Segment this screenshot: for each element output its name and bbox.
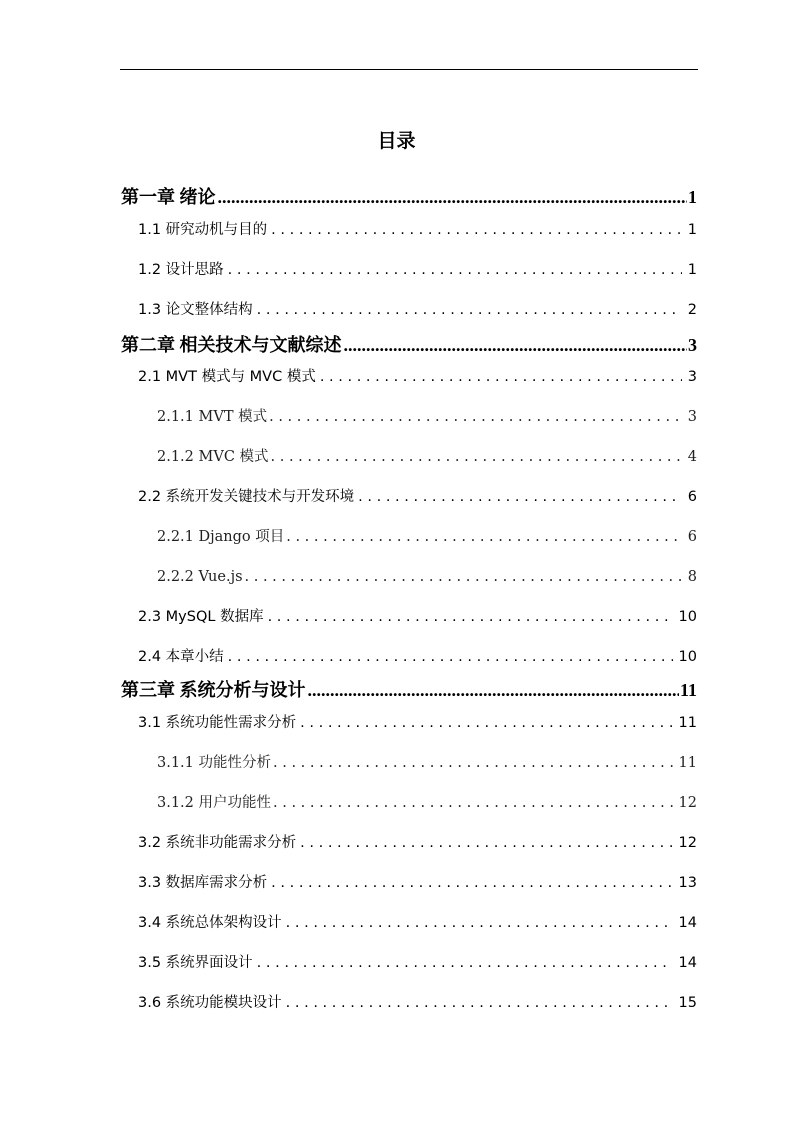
leader-dots [271, 872, 672, 894]
leader-dots [218, 185, 688, 209]
toc-entry-page: 14 [678, 955, 697, 971]
toc-entry-title: 3.1.2 用户功能性 [157, 795, 272, 811]
toc-entry[interactable] [157, 792, 697, 814]
toc-entry-page: 12 [678, 795, 697, 811]
leader-dots [273, 792, 675, 814]
toc-entry-page: 11 [678, 715, 697, 731]
leader-dots [228, 646, 673, 668]
toc-entry-title: 3.3 数据库需求分析 [138, 875, 268, 891]
leader-dots [268, 606, 673, 628]
leader-dots [273, 752, 675, 774]
toc-entry[interactable] [138, 259, 697, 281]
toc-entry[interactable] [138, 912, 697, 934]
toc-entry-title: 第三章 系统分析与设计 [121, 680, 306, 700]
leader-dots [271, 219, 682, 241]
toc-entry[interactable] [138, 299, 697, 321]
toc-entry[interactable] [138, 606, 697, 628]
toc-entry[interactable] [157, 526, 697, 548]
toc-entry-title: 3.6 系统功能模块设计 [138, 995, 282, 1011]
toc-entry-page: 10 [678, 609, 697, 625]
leader-dots [308, 678, 679, 702]
toc-entry[interactable] [138, 646, 697, 668]
toc-entry[interactable] [121, 333, 697, 357]
toc-entry-title: 2.1 MVT 模式与 MVC 模式 [138, 369, 316, 385]
leader-dots [271, 446, 684, 468]
leader-dots [300, 832, 672, 854]
toc-entry-title: 3.4 系统总体架构设计 [138, 915, 282, 931]
toc-entry-page: 2 [687, 302, 697, 318]
toc-entry-title: 1.3 论文整体结构 [138, 302, 253, 318]
toc-entry-title: 2.1.1 MVT 模式 [157, 409, 268, 425]
toc-entry-page: 13 [678, 875, 697, 891]
leader-dots [286, 912, 673, 934]
toc-entry-page: 6 [687, 489, 697, 505]
toc-entry-title: 1.1 研究动机与目的 [138, 222, 268, 238]
toc-entry-title: 3.1.1 功能性分析 [157, 755, 272, 771]
leader-dots [228, 259, 682, 281]
toc-entry[interactable] [138, 366, 697, 388]
leader-dots [257, 952, 673, 974]
toc-entry[interactable] [157, 406, 697, 428]
leader-dots [300, 712, 672, 734]
leader-dots [286, 992, 673, 1014]
toc-entry-title: 3.5 系统界面设计 [138, 955, 253, 971]
toc-entry[interactable] [138, 486, 697, 508]
toc-entry[interactable] [157, 566, 697, 588]
toc-entry[interactable] [138, 219, 697, 241]
leader-dots [358, 486, 682, 508]
toc-entry[interactable] [157, 752, 697, 774]
toc-entry[interactable] [121, 185, 697, 209]
toc-entry-page: 10 [678, 649, 697, 665]
leader-dots [257, 299, 682, 321]
toc-entry[interactable] [157, 446, 697, 468]
toc-entry-page: 11 [679, 680, 697, 700]
toc-entry-page: 15 [678, 995, 697, 1011]
toc-entry[interactable] [138, 952, 697, 974]
toc-entry[interactable] [138, 832, 697, 854]
toc-entry-page: 3 [687, 409, 697, 425]
toc-entry-title: 2.4 本章小结 [138, 649, 224, 665]
toc-entry-title: 3.2 系统非功能需求分析 [138, 835, 297, 851]
leader-dots [245, 566, 684, 588]
page-title: 目录 [377, 130, 416, 152]
toc-entry[interactable] [138, 712, 697, 734]
toc-entry-title: 2.3 MySQL 数据库 [138, 609, 264, 625]
toc-entry-page: 12 [678, 835, 697, 851]
toc-entry-page: 1 [688, 187, 697, 207]
toc-entry-title: 2.2.1 Django 项目 [157, 529, 285, 545]
toc-entry-page: 4 [687, 449, 697, 465]
header-rule [120, 69, 698, 70]
toc-entry-page: 14 [678, 915, 697, 931]
toc-entry-title: 2.2 系统开发关键技术与开发环境 [138, 489, 355, 505]
toc-entry[interactable] [138, 872, 697, 894]
toc-entry[interactable] [121, 678, 697, 702]
toc-entry-page: 6 [687, 529, 697, 545]
leader-dots [344, 333, 688, 357]
toc-entry-page: 3 [688, 335, 697, 355]
toc-entry-page: 3 [687, 369, 697, 385]
leader-dots [320, 366, 682, 388]
toc-entry-title: 2.2.2 Vue.js [157, 569, 243, 585]
toc-entry-title: 3.1 系统功能性需求分析 [138, 715, 297, 731]
toc-entry-title: 第二章 相关技术与文献综述 [121, 335, 342, 355]
leader-dots [269, 406, 684, 428]
toc-entry-page: 8 [687, 569, 697, 585]
toc-entry-title: 2.1.2 MVC 模式 [157, 449, 269, 465]
toc-entry[interactable] [138, 992, 697, 1014]
toc-entry-title: 1.2 设计思路 [138, 262, 224, 278]
toc-entry-title: 第一章 绪论 [121, 187, 216, 207]
leader-dots [286, 526, 684, 548]
toc-entry-page: 1 [687, 262, 697, 278]
toc-entry-page: 11 [678, 755, 697, 771]
toc-entry-page: 1 [687, 222, 697, 238]
